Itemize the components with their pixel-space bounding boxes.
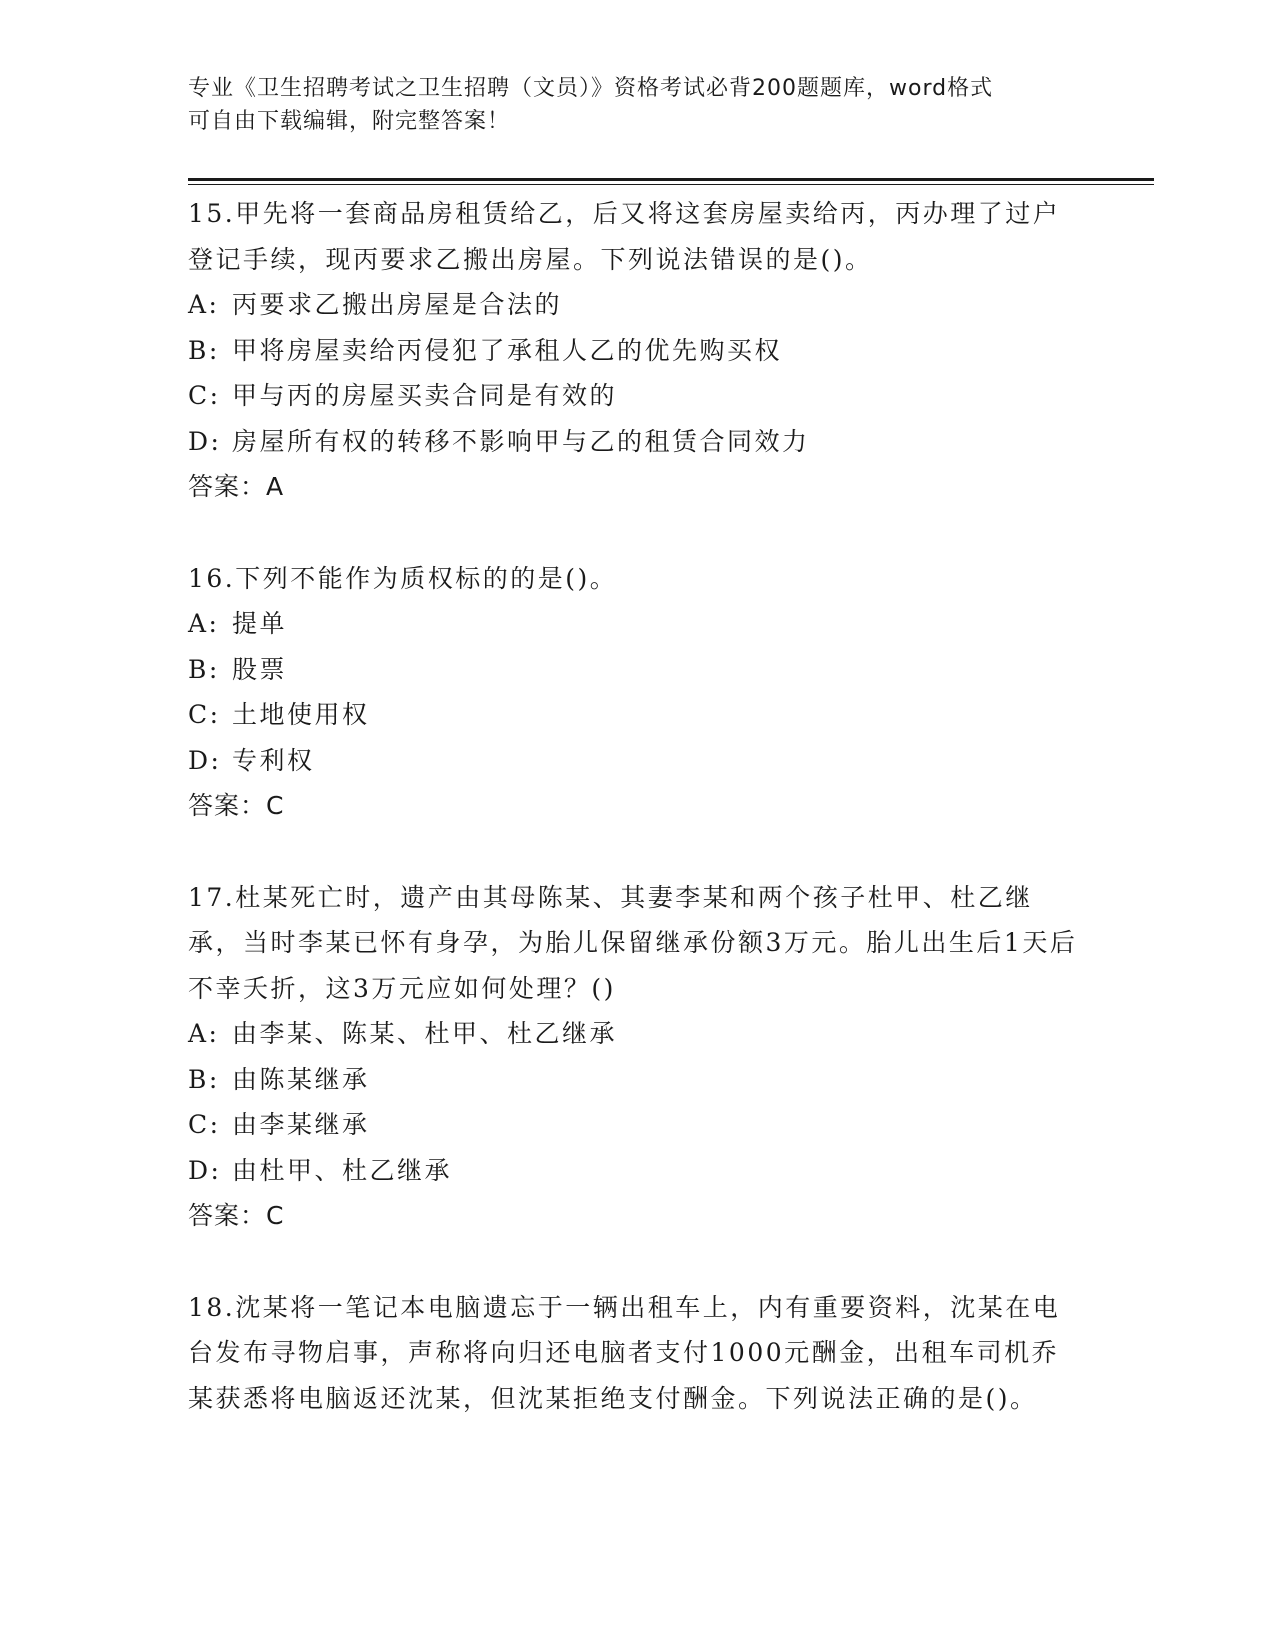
option-text: 房屋所有权的转移不影响甲与乙的租赁合同效力 [232,426,810,456]
question-18 [188,1285,1078,1422]
answer-line: 答案：C [188,1201,285,1230]
option-text: 由陈某继承 [232,1064,370,1094]
question-15 [188,191,1078,510]
question-text: 15.甲先将一套商品房租赁给乙，后又将这套房屋卖给丙，丙办理了过户登记手续，现丙要求乙搬出房屋。下列说法错误的是()。 [188,199,1061,274]
question-text: 16.下列不能作为质权标的的是()。 [188,563,618,593]
header-divider-thick [188,178,1154,181]
option-key: D: [188,426,222,456]
option-text: 甲与丙的房屋买卖合同是有效的 [232,381,618,410]
option-text: 甲将房屋卖给丙侵犯了承租人乙的优先购买权 [232,335,783,365]
option-key: C: [188,1110,221,1139]
option-d [188,738,1078,784]
option-key: A: [188,1019,220,1048]
option-d [188,419,1078,465]
question-list [188,191,1078,1467]
option-text: 由李某继承 [232,1110,370,1139]
option-text: 土地使用权 [232,700,370,729]
option-key: D: [188,1155,222,1185]
option-b [188,1057,1078,1103]
option-key: B: [188,654,220,684]
option-b [188,328,1078,374]
answer-line: 答案：A [188,472,285,501]
option-key: B: [188,335,220,365]
option-text: 提单 [232,609,288,638]
question-16 [188,556,1078,829]
option-key: D: [188,745,222,775]
option-key: C: [188,381,221,410]
question-17 [188,875,1078,1239]
header-divider-thin [188,184,1154,185]
option-text: 股票 [232,654,288,684]
option-key: A: [188,609,220,638]
header-line-1: 专业《卫生招聘考试之卫生招聘（文员）》资格考试必背200题题库，word格式 [188,76,994,101]
option-key: C: [188,700,221,729]
option-a [188,282,1078,328]
option-c [188,692,1078,738]
option-d [188,1148,1078,1194]
option-text: 专利权 [232,745,315,775]
option-key: B: [188,1064,220,1094]
answer-line: 答案：C [188,791,285,820]
option-b [188,647,1078,693]
option-key: A: [188,290,220,319]
document-header [188,72,1068,138]
option-text: 丙要求乙搬出房屋是合法的 [232,290,563,319]
option-text: 由杜甲、杜乙继承 [232,1155,453,1185]
option-c [188,1102,1078,1148]
option-c [188,373,1078,419]
question-text: 17.杜某死亡时，遗产由其母陈某、其妻李某和两个孩子杜甲、杜乙继承，当时李某已怀有身孕，为胎儿保留继承份额3万元。胎儿出生后1天后不幸夭折，这3万元应如何处理？() [188,882,1078,1003]
question-text: 18.沈某将一笔记本电脑遗忘于一辆出租车上，内有重要资料，沈某在电台发布寻物启事，声称将向归还电脑者支付1000元酬金，出租车司机乔某获悉将电脑返还沈某，但沈某拒绝支付酬金。下列说法正确的是()。 [188,1292,1061,1413]
option-a [188,601,1078,647]
header-line-2: 可自由下载编辑，附完整答案！ [188,109,511,134]
option-a [188,1011,1078,1057]
option-text: 由李某、陈某、杜甲、杜乙继承 [232,1019,618,1048]
